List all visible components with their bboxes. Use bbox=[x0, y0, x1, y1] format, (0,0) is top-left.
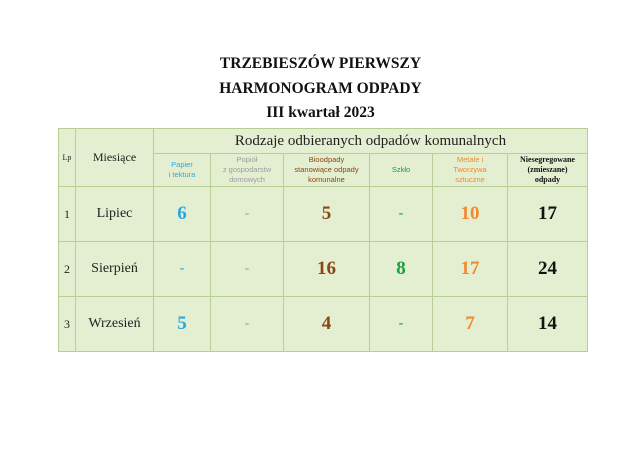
column-header-month: Miesiące bbox=[76, 129, 154, 187]
biowaste-date-cell: 5 bbox=[284, 187, 370, 242]
glass-date-cell: - bbox=[370, 297, 433, 352]
glass-date-cell: - bbox=[370, 187, 433, 242]
type-header-paper: Papier i tektura bbox=[154, 154, 211, 187]
mixed-date-cell: 24 bbox=[508, 242, 588, 297]
schedule-title: HARMONOGRAM ODPADY bbox=[219, 79, 422, 97]
type-header-biowaste: Bioodpady stanowiące odpady komunalne bbox=[284, 154, 370, 187]
mixed-date-cell: 14 bbox=[508, 297, 588, 352]
row-number: 1 bbox=[59, 187, 76, 242]
column-header-lp: Lp bbox=[59, 129, 76, 187]
village-title: TRZEBIESZÓW PIERWSZY bbox=[219, 55, 422, 72]
row-number: 2 bbox=[59, 242, 76, 297]
metal-plastic-date-cell: 7 bbox=[433, 297, 508, 352]
title-block bbox=[0, 52, 641, 126]
metal-plastic-date-cell: 17 bbox=[433, 242, 508, 297]
header-row-group bbox=[59, 129, 588, 154]
biowaste-date-cell: 16 bbox=[284, 242, 370, 297]
type-header-ash: Popiół z gospodarstw domowych bbox=[211, 154, 284, 187]
column-header-waste-types: Rodzaje odbieranych odpadów komunalnych bbox=[154, 129, 588, 154]
table-row bbox=[59, 187, 588, 242]
table-row bbox=[59, 242, 588, 297]
quarter-title: III kwartał 2023 bbox=[266, 104, 375, 121]
glass-date-cell: 8 bbox=[370, 242, 433, 297]
month-cell: Wrzesień bbox=[76, 297, 154, 352]
type-header-metal-plastic: Metale i Tworzywa sztuczne bbox=[433, 154, 508, 187]
mixed-date-cell: 17 bbox=[508, 187, 588, 242]
biowaste-date-cell: 4 bbox=[284, 297, 370, 352]
table-row bbox=[59, 297, 588, 352]
paper-date-cell: 6 bbox=[154, 187, 211, 242]
month-cell: Sierpień bbox=[76, 242, 154, 297]
waste-schedule-table bbox=[58, 128, 588, 352]
type-header-mixed: Niesegregowane (zmieszane) odpady bbox=[508, 154, 588, 187]
type-header-glass: Szkło bbox=[370, 154, 433, 187]
row-number: 3 bbox=[59, 297, 76, 352]
month-cell: Lipiec bbox=[76, 187, 154, 242]
paper-date-cell: - bbox=[154, 242, 211, 297]
ash-date-cell: - bbox=[211, 242, 284, 297]
metal-plastic-date-cell: 10 bbox=[433, 187, 508, 242]
ash-date-cell: - bbox=[211, 187, 284, 242]
ash-date-cell: - bbox=[211, 297, 284, 352]
paper-date-cell: 5 bbox=[154, 297, 211, 352]
